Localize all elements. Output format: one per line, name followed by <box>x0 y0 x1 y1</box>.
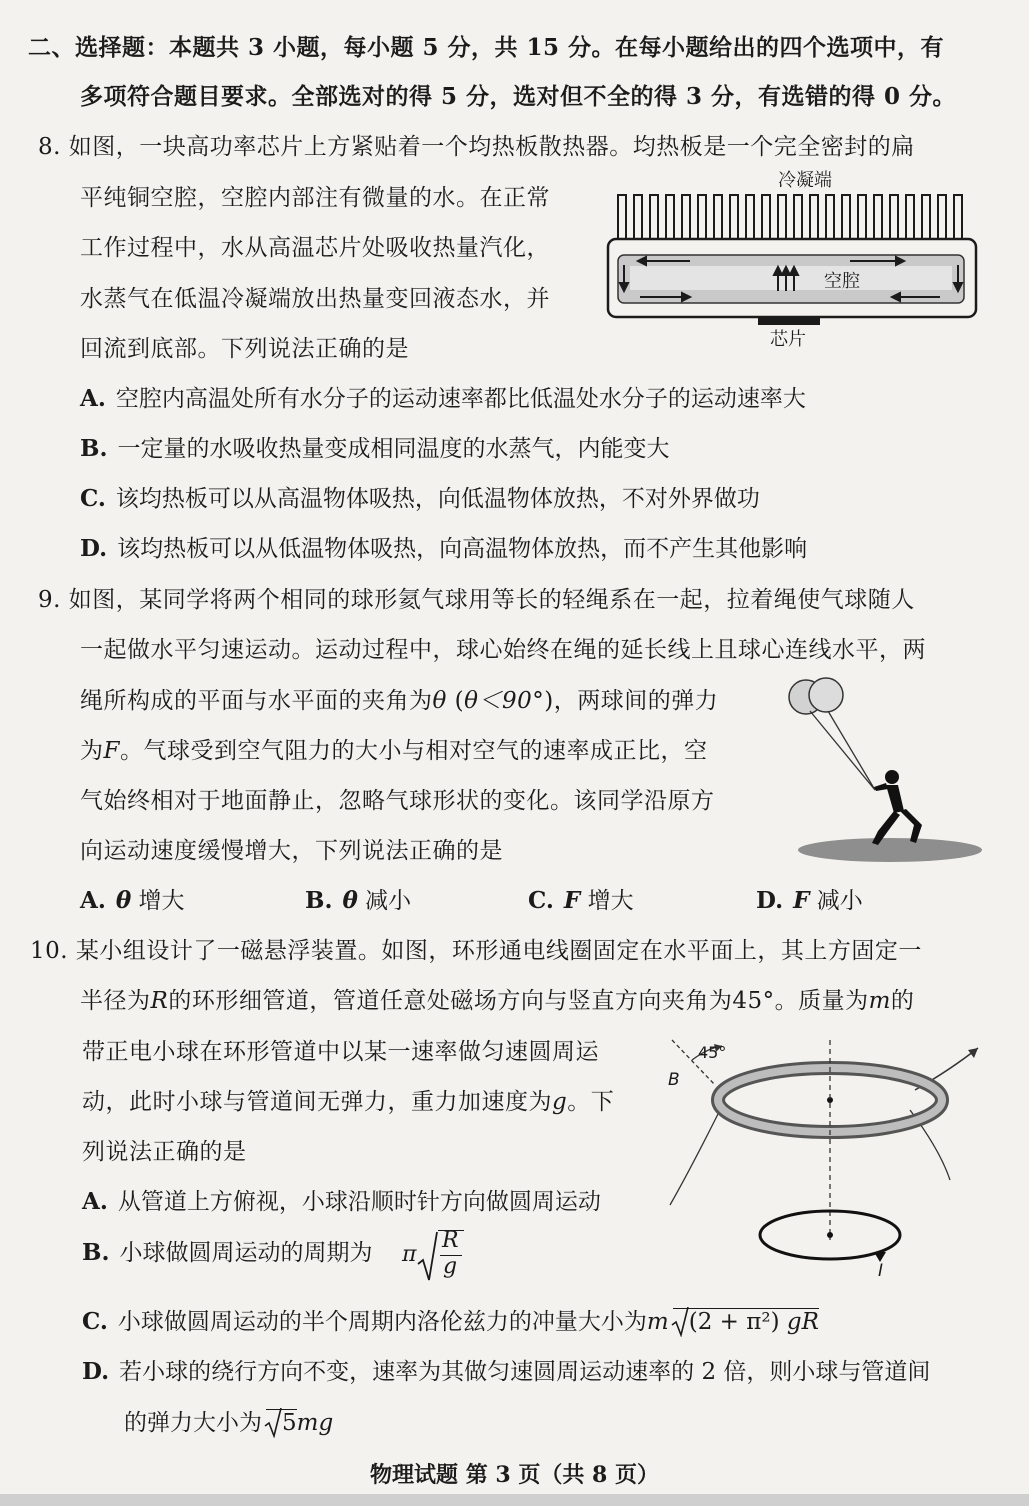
q9-option-c-symbol: F <box>563 887 581 914</box>
q9-balloon-runner-figure <box>780 665 985 870</box>
q9-option-d <box>756 886 863 916</box>
q9-stem-line2: 一起做水平匀速运动。运动过程中，球心始终在绳的延长线上且球心连线水平，两 <box>80 637 926 663</box>
cavity-core <box>630 266 952 290</box>
q9-option-d-letter: D. <box>756 887 784 914</box>
q10-option-b-text: 小球做圆周运动的周期为 <box>119 1240 373 1266</box>
q9-option-c-letter: C. <box>528 887 554 914</box>
q9-option-a-text: 增大 <box>138 888 185 914</box>
q10-stem-line4 <box>82 1087 614 1117</box>
q10-mass-symbol: m <box>868 988 891 1014</box>
q10-option-c-radicand: (2 + π²) <box>688 1309 780 1335</box>
rope-1 <box>810 711 875 790</box>
q10-stem-line3: 带正电小球在环形管道中以某一速率做匀速圆周运 <box>82 1039 599 1065</box>
q8-option-d-letter: D. <box>80 535 108 562</box>
q8-option-b-letter: B. <box>80 435 108 462</box>
q9-option-a-symbol: θ <box>115 887 132 914</box>
q10-line2-text-a: 半径为 <box>80 988 151 1014</box>
q9-line3-text-c: )，两球间的弹力 <box>544 688 719 714</box>
q8-option-a-text: 空腔内高温处所有水分子的运动速率都比低温处水分子的运动速率大 <box>115 386 806 412</box>
scan-bottom-edge <box>0 1494 1029 1506</box>
chip-block <box>758 317 820 325</box>
q9-line3-text-a: 绳所构成的平面与水平面的夹角为 <box>80 688 433 714</box>
heat-sink-fins <box>618 195 962 239</box>
q10-option-d-letter: D. <box>82 1358 110 1385</box>
q9-option-b <box>305 886 411 916</box>
rope-2 <box>828 711 875 790</box>
q8-stem-line2: 平纯铜空腔，空腔内部注有微量的水。在正常 <box>80 185 550 211</box>
q8-option-b <box>80 434 669 464</box>
q9-stem-line6: 向运动速度缓慢增大，下列说法正确的是 <box>80 838 503 864</box>
section-header-line1: 二、选择题：本题共 3 小题，每小题 5 分，共 15 分。在每小题给出的四个选项中，有 <box>28 34 945 61</box>
q8-option-c-letter: C. <box>80 485 106 512</box>
q10-line2-text-b: 的环形细管道，管道任意处磁场方向与竖直方向夹角为45°。质量为 <box>168 988 869 1014</box>
q9-option-b-letter: B. <box>305 887 333 914</box>
runner-icon <box>872 770 922 845</box>
q10-option-d-line1 <box>82 1357 930 1387</box>
q10-stem-line1: 10. 某小组设计了一磁悬浮装置。如图，环形通电线圈固定在水平面上，其上方固定一 <box>30 938 922 964</box>
q9-theta-condition: θ＜90° <box>464 688 545 714</box>
q8-option-c-text: 该均热板可以从高温物体吸热，向低温物体放热，不对外界做功 <box>115 486 760 512</box>
q10-option-a <box>82 1187 601 1217</box>
q10-stem-line2 <box>80 986 914 1016</box>
q10-option-c <box>82 1307 819 1337</box>
q8-stem-line4: 水蒸气在低温冷凝端放出热量变回液态水，并 <box>80 286 550 312</box>
q8-label-condenser: 冷凝端 <box>778 170 832 191</box>
q10-option-b-denominator: g <box>443 1254 458 1279</box>
q9-option-b-text: 减小 <box>365 888 412 914</box>
q10-option-d-radical <box>266 1409 297 1436</box>
q9-theta: θ <box>432 688 447 714</box>
q10-maglev-ring-figure <box>660 1030 990 1280</box>
radical-sign-icon <box>264 1408 282 1438</box>
q10-option-b <box>82 1238 372 1268</box>
q8-vapor-chamber-figure <box>600 165 985 355</box>
q9-option-b-symbol: θ <box>342 887 358 914</box>
q8-stem-line3: 工作过程中，水从高温芯片处吸收热量汽化， <box>80 235 550 261</box>
q10-line4-text-b: 。下 <box>567 1089 615 1115</box>
q9-stem-line4 <box>80 736 707 766</box>
q9-line4-text-a: 为 <box>80 738 104 764</box>
q9-option-c <box>528 886 634 916</box>
coil-center-dot <box>827 1232 833 1238</box>
section-header-line2: 多项符合题目要求。全部选对的得 5 分，选对但不全的得 3 分，有选错的得 0 分。 <box>80 83 957 110</box>
q10-option-a-letter: A. <box>82 1188 108 1215</box>
q9-force-symbol: F <box>103 738 120 764</box>
q10-stem-line5: 列说法正确的是 <box>82 1139 247 1165</box>
q9-line4-text-b: 。气球受到空气阻力的大小与相对空气的速率成正比，空 <box>119 738 708 764</box>
page-footer: 物理试题 第 3 页（共 8 页） <box>370 1462 659 1488</box>
q8-option-b-text: 一定量的水吸收热量变成相同温度的水蒸气，内能变大 <box>117 436 670 462</box>
q9-stem-line5: 气始终相对于地面静止，忽略气球形状的变化。该同学沿原方 <box>80 788 715 814</box>
q8-option-a-letter: A. <box>80 385 106 412</box>
q8-label-cavity: 空腔 <box>824 271 860 292</box>
radical-sign-icon <box>671 1307 689 1337</box>
q9-option-d-text: 减小 <box>816 888 863 914</box>
q8-stem-line1: 8. 如图，一块高功率芯片上方紧贴着一个均热板散热器。均热板是一个完全密封的扁 <box>38 134 915 160</box>
q10-option-c-letter: C. <box>82 1308 108 1335</box>
q10-option-a-text: 从管道上方俯视，小球沿顺时针方向做圆周运动 <box>117 1189 601 1215</box>
radical-sign-icon <box>416 1230 438 1284</box>
q10-option-c-mass: m <box>646 1309 669 1335</box>
q10-gravity-symbol: g <box>552 1089 568 1115</box>
q10-option-c-radical <box>673 1308 819 1335</box>
field-line-left <box>670 1110 720 1205</box>
q9-stem-line3 <box>80 686 718 716</box>
q9-stem-line1: 9. 如图，某同学将两个相同的球形氦气球用等长的轻绳系在一起，拉着绳使气球随人 <box>38 587 915 613</box>
q10-field-label: B <box>668 1070 680 1090</box>
q10-option-d-root: 5 <box>282 1410 297 1436</box>
q10-option-d-mg: mg <box>296 1410 334 1436</box>
ground-shadow <box>798 838 982 862</box>
q9-option-c-text: 增大 <box>587 888 634 914</box>
field-arrow-head <box>968 1048 978 1058</box>
q10-option-d-text-2: 的弹力大小为 <box>124 1410 262 1436</box>
q10-radius-symbol: R <box>150 988 169 1014</box>
q8-option-c <box>80 484 760 514</box>
q10-option-c-tail: gR <box>786 1309 819 1335</box>
q10-current-label: I <box>878 1261 884 1280</box>
q8-option-d <box>80 534 807 564</box>
q10-option-c-text: 小球做圆周运动的半个周期内洛伦兹力的冲量大小为 <box>117 1309 647 1335</box>
q9-option-d-symbol: F <box>793 887 810 914</box>
q8-label-chip: 芯片 <box>770 329 806 350</box>
q10-option-d-line2 <box>124 1408 333 1438</box>
q9-line3-text-b: ( <box>446 688 465 714</box>
q9-option-a <box>80 886 185 916</box>
q8-stem-line5: 回流到底部。下列说法正确的是 <box>80 336 409 362</box>
q10-option-b-pi: π <box>402 1242 417 1267</box>
q8-option-d-text: 该均热板可以从低温物体吸热，向高温物体放热，而不产生其他影响 <box>117 536 808 562</box>
q10-angle-label: 45° <box>698 1043 727 1062</box>
q10-option-d-text-1: 若小球的绕行方向不变，速率为其做匀速圆周运动速率的 2 倍，则小球与管道间 <box>119 1359 931 1385</box>
q10-option-b-numerator: R <box>442 1228 459 1253</box>
q9-option-a-letter: A. <box>80 887 106 914</box>
q10-option-b-letter: B. <box>82 1239 110 1266</box>
q10-line4-text-a: 动，此时小球与管道间无弹力，重力加速度为 <box>82 1089 552 1115</box>
q10-line2-text-c: 的 <box>890 988 915 1014</box>
q8-option-a <box>80 384 806 414</box>
balloon-right <box>809 678 843 712</box>
q10-option-b-formula <box>402 1226 482 1286</box>
